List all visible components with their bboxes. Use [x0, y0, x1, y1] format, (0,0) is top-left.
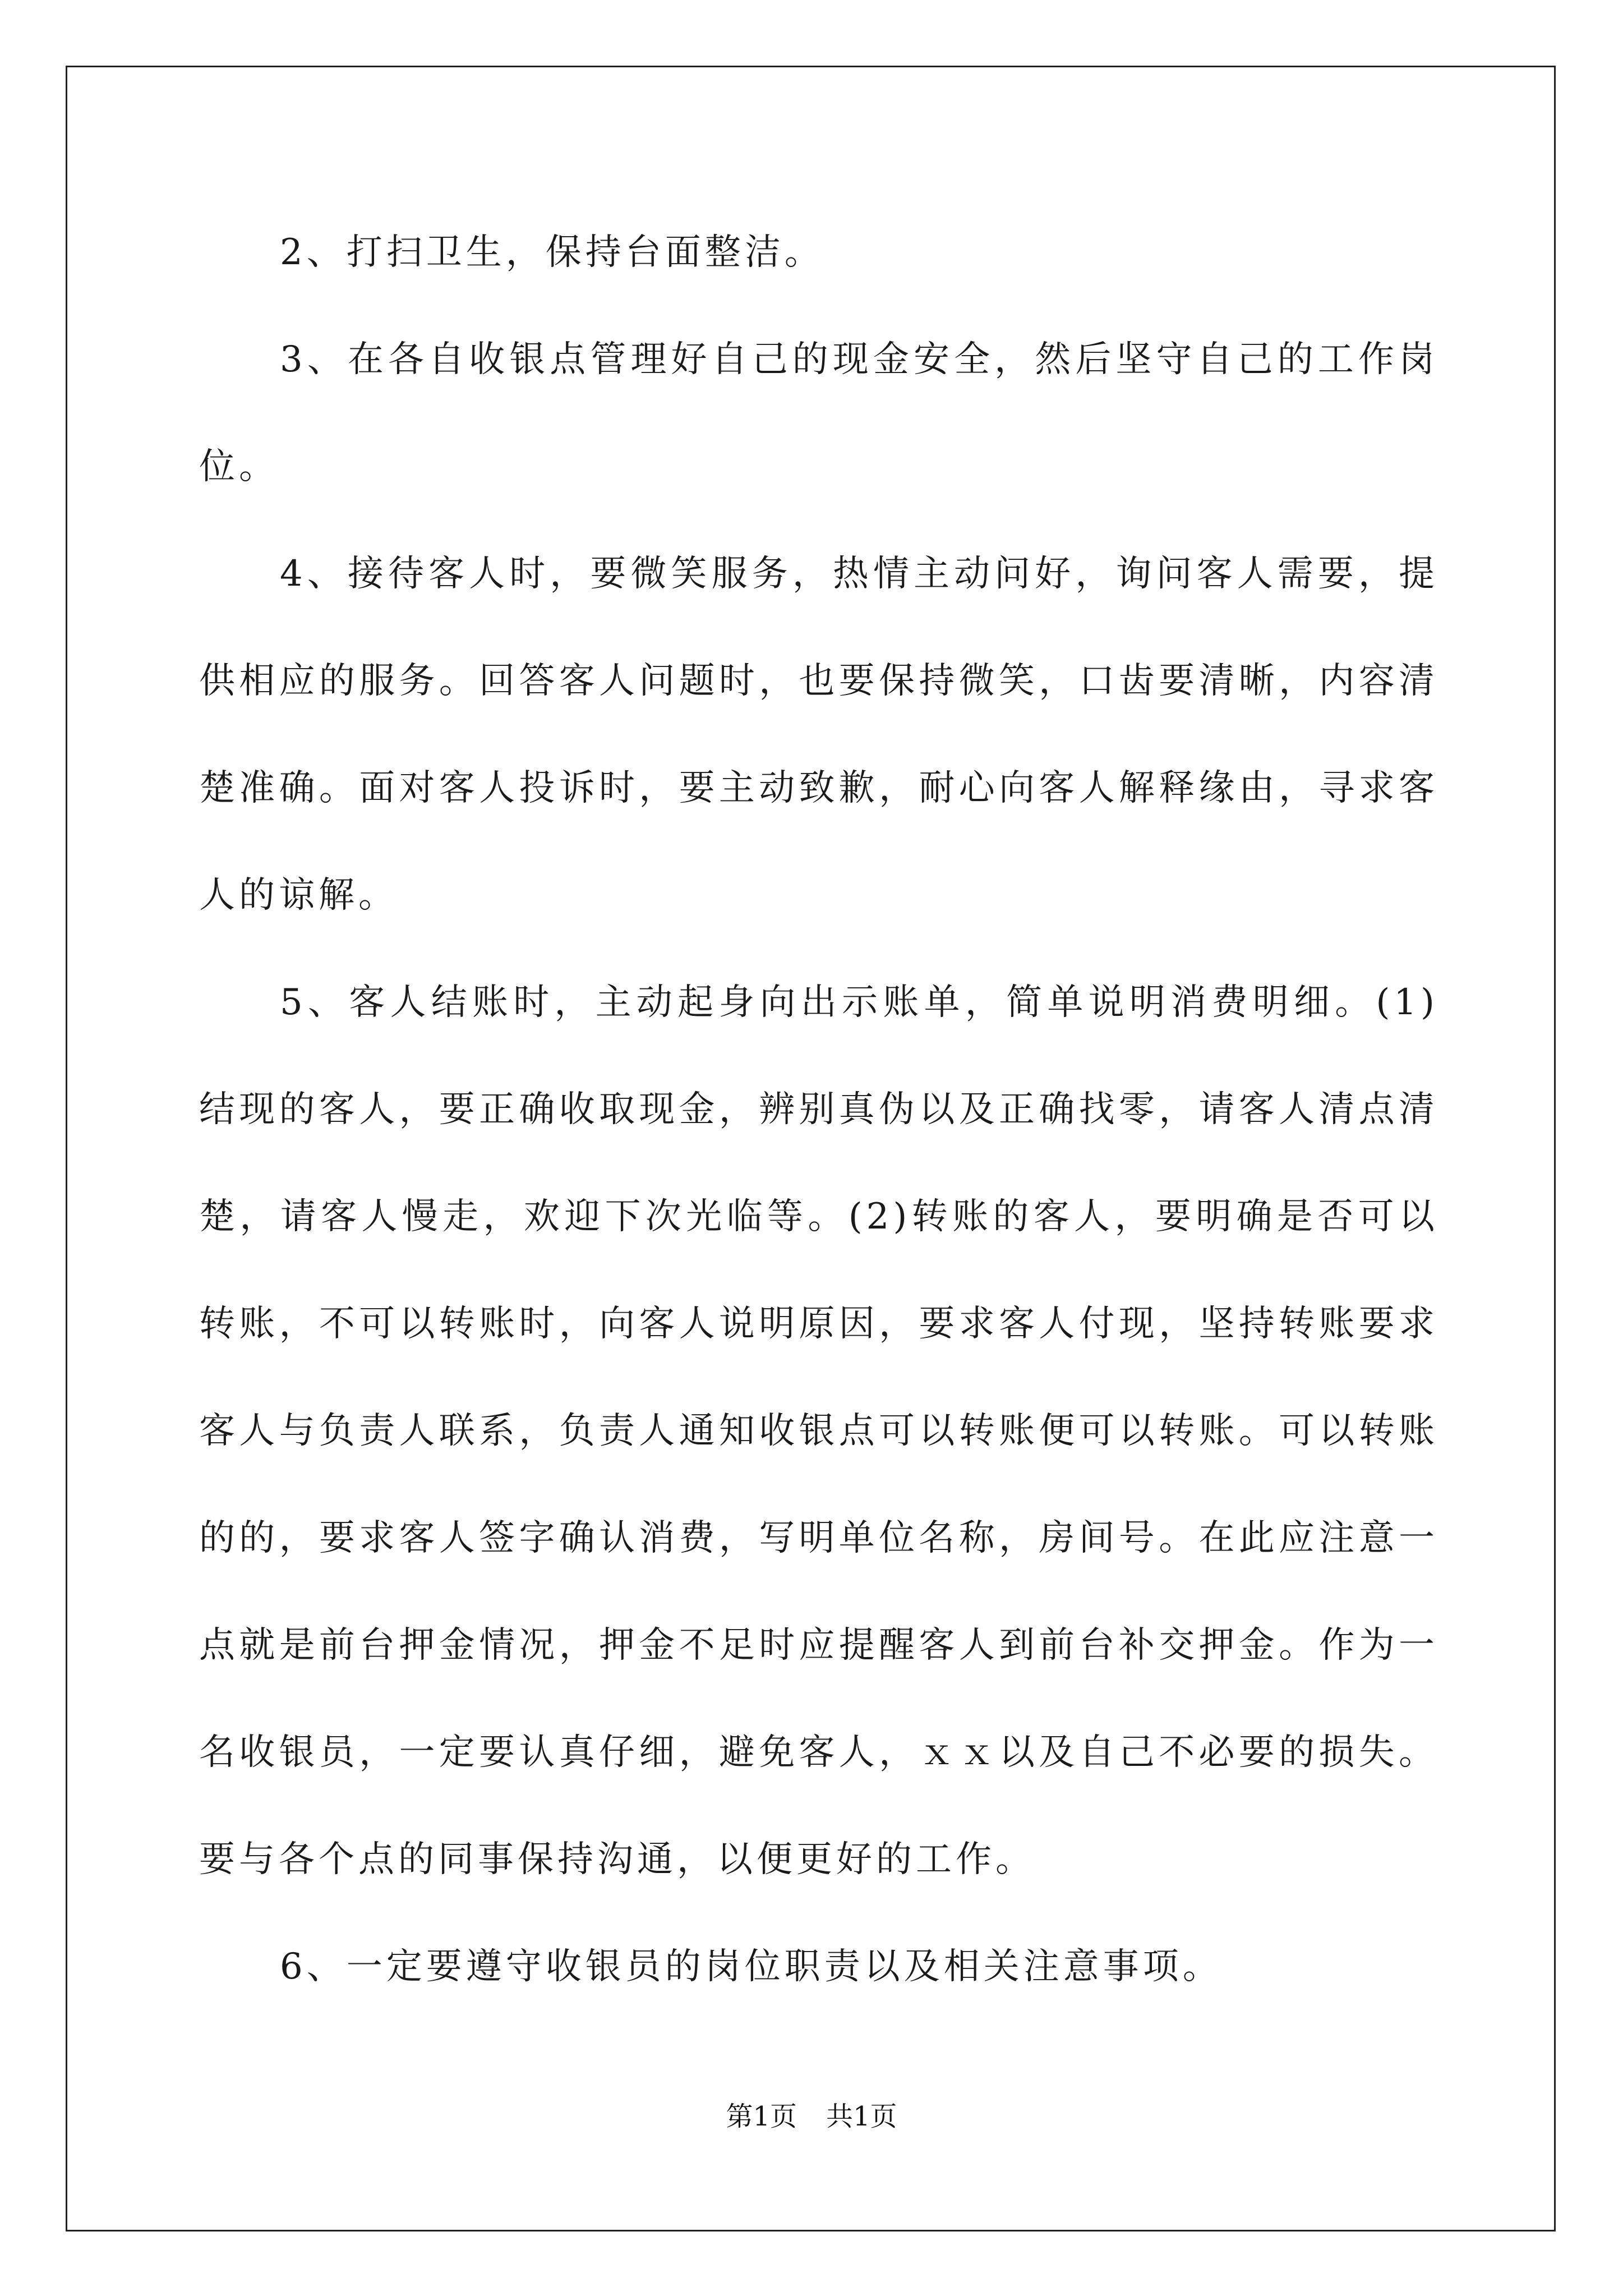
page-number: 第1页: [726, 2101, 797, 2132]
paragraph-6: 6、一定要遵守收银员的岗位职责以及相关注意事项。: [280, 1946, 1223, 1987]
paragraph-4: 4、接待客人时，要微笑服务，热情主动问好，询问客人需要，提供相应的服务。回答客人问题时，也要保持微笑，口齿要清晰，内容清楚准确。面对客人投诉时，要主动致歉，耐心向客人解释缘由，寻求客人的谅解。: [199, 553, 1438, 916]
paragraph-5: 5、客人结账时，主动起身向出示账单，简单说明消费明细。(1)结现的客人，要正确收取现金，辨别真伪以及正确找零，请客人清点清楚，请客人慢走，欢迎下次光临等。(2)转账的客人，要明确是否可以转账，不可以转账时，向客人说明原因，要求客人付现，坚持转账要求客人与负责人联系，负责人通知收银点可以转账便可以转账。可以转账的的，要求客人签字确认消费，写明单位名称，房间号。在此应注意一点就是前台押金情况，押金不足时应提醒客人到前台补交押金。作为一名收银员，一定要认真仔细，避免客人，ｘｘ以及自己不必要的损失。要与各个点的同事保持沟通，以便更好的工作。: [199, 982, 1438, 1880]
document-body: [199, 199, 1438, 2021]
paragraph-3: 3、在各自收银点管理好自己的现金安全，然后坚守自己的工作岗位。: [199, 339, 1438, 487]
page-footer: [0, 2100, 1623, 2133]
page-total: 共1页: [826, 2101, 897, 2132]
paragraph-2: 2、打扫卫生，保持台面整洁。: [280, 232, 824, 273]
